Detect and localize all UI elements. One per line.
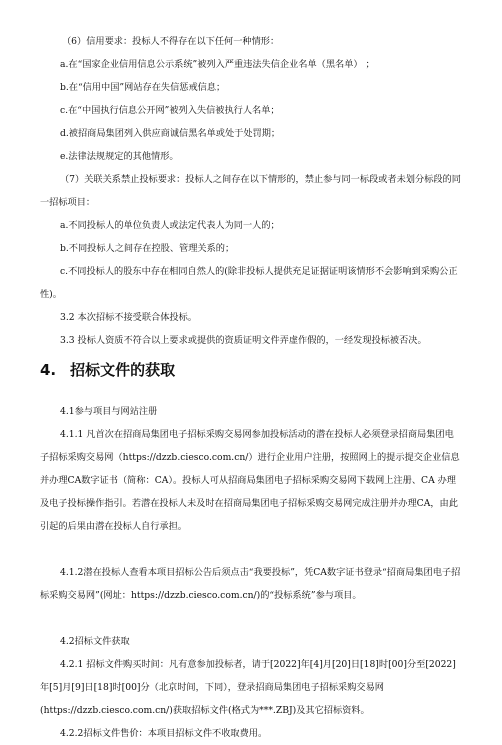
clause-3-2: 3.2 本次招标不接受联合体投标。 xyxy=(60,312,197,323)
credit-item-d: d.被招商局集团列入供应商诚信黑名单或处于处罚期； xyxy=(60,128,281,139)
related-party-title: （7）关联关系禁止投标要求：投标人之间存在以下情形的，禁止参与同一标段或者未划分标段的同一招标项目： xyxy=(40,174,461,208)
clause-4-1-1: 4.1.1 凡首次在招商局集团电子招标采购交易网参加投标活动的潜在投标人必须登录招商局集团电子招标采购交易网（https://dzzb.ciesco.com.cn/）进行企业用户注册，按照网上的提示提交企业信息并办理CA数字证书（简称：CA）。投标人可从招商局集团电子招标采购交易网下载网上注册、CA 办理及电子投标操作指引。若潜在投标人未及时在招商局集团电子招标采购交易网完成注册并办理CA，由此引起的后果由潜在投标人自行承担。 xyxy=(40,429,460,532)
related-item-a: a.不同投标人的单位负责人或法定代表人为同一人的； xyxy=(60,220,280,231)
credit-requirement-title: （6）信用要求：投标人不得存在以下任何一种情形： xyxy=(62,36,280,47)
clause-4-2-2: 4.2.2招标文件售价：本项目招标文件不收取费用。 xyxy=(60,728,268,739)
section-title: 招标文件的获取 xyxy=(70,361,176,379)
clause-4-1-2: 4.1.2潜在投标人查看本项目招标公告后须点击“我要投标”，凭CA数字证书登录“招商局集团电子招标采购交易网”(网址：https://dzzb.ciesco.com.cn/)的“投标系统”参与项目。 xyxy=(40,567,461,601)
section-4-heading xyxy=(40,360,175,380)
section-number: 4. xyxy=(40,361,57,379)
credit-item-e: e.法律法规规定的其他情形。 xyxy=(60,151,179,162)
clause-4-1: 4.1参与项目与网站注册 xyxy=(60,406,158,417)
credit-item-b: b.在“信用中国”网站存在失信惩戒信息； xyxy=(60,82,226,93)
related-item-b: b.不同投标人之间存在控股、管理关系的； xyxy=(60,243,235,254)
credit-item-c: c.在“中国执行信息公开网”被列入失信被执行人名单； xyxy=(60,105,280,116)
credit-item-a: a.在“国家企业信用信息公示系统”被列入严重违法失信企业名单（黑名单） ； xyxy=(60,59,375,70)
clause-4-2: 4.2招标文件获取 xyxy=(60,636,130,647)
clause-4-2-1: 4.2.1 招标文件购买时间：凡有意参加投标者，请于[2022]年[4]月[20]日[18]时[00]分至[2022]年[5]月[9]日[18]时[00]分（北京时间，下同），登录招商局集团电子招标采购交易网(https://dzzb.ciesco.com.cn/)获取招标文件(格式为***.ZBJ)及其它招标资料。 xyxy=(40,659,456,716)
related-item-c: c.不同投标人的股东中存在相同自然人的(除非投标人提供充足证据证明该情形不会影响到采购公正性)。 xyxy=(40,266,458,300)
clause-3-3: 3.3 投标人资质不符合以上要求或提供的资质证明文件弄虚作假的，一经发现投标被否决。 xyxy=(60,335,427,346)
